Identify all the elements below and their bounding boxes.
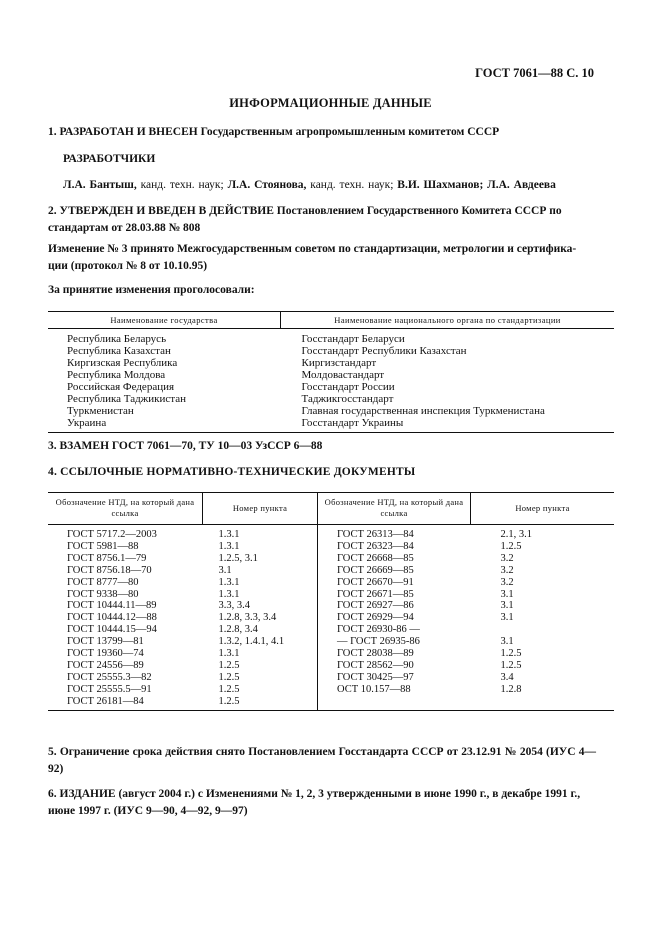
ntd-designation-cell: ГОСТ 26670—91	[337, 576, 414, 588]
section-2	[48, 203, 593, 237]
ntd-designation-cell: ГОСТ 8756.1—79	[67, 552, 147, 564]
ntd-designation-cell: ГОСТ 5717.2—2003	[67, 529, 157, 540]
ntd-designation-cell: ГОСТ 30425—97	[337, 671, 414, 683]
section-5-number: 5.	[48, 746, 57, 758]
developer-name: Л.А. Стоянова,	[227, 179, 307, 191]
clause-number-cell: 1.2.8, 3.3, 3.4	[203, 612, 318, 624]
state-cell: Республика Таджикистан	[67, 393, 186, 405]
table-row	[48, 393, 614, 405]
table-row	[48, 329, 614, 346]
section-3	[48, 438, 322, 455]
table-row	[48, 648, 614, 660]
table-row	[48, 525, 614, 541]
clause-number-cell: 3.1	[500, 588, 514, 600]
ntd-designation-cell: ГОСТ 28038—89	[337, 648, 414, 660]
table-row	[48, 541, 614, 553]
column-header: Наименование государства	[48, 312, 281, 329]
section-6	[48, 786, 596, 820]
body-cell: Главная государственная инспекция Туркменистана	[301, 405, 545, 417]
clause-number-cell: 1.2.5	[203, 696, 318, 710]
body-cell: Таджикгосстандарт	[301, 393, 394, 405]
ntd-designation-cell: ОСТ 10.157—88	[337, 683, 411, 695]
ntd-designation-cell: ГОСТ 5981—88	[67, 540, 139, 552]
section-3-text: ВЗАМЕН ГОСТ 7061—70, ТУ 10—03 УзССР 6—88	[59, 440, 323, 452]
clause-number-cell: 3.3, 3.4	[203, 600, 318, 612]
ntd-designation-cell: ГОСТ 28562—90	[337, 659, 414, 671]
table-row	[48, 672, 614, 684]
table-row	[48, 600, 614, 612]
table-row	[48, 357, 614, 369]
column-header: Номер пункта	[203, 493, 318, 525]
ntd-designation-cell: ГОСТ 26181—84	[48, 696, 203, 710]
table-row	[48, 684, 614, 696]
state-cell: Республика Молдова	[67, 369, 166, 381]
body-cell: Госстандарт России	[301, 381, 395, 393]
table-row	[48, 345, 614, 357]
developer-title: канд. техн. наук;	[140, 179, 224, 191]
section-1	[48, 124, 499, 141]
column-header: Обозначение НТД, на который дана ссылка	[318, 493, 471, 525]
state-cell: Республика Казахстан	[67, 345, 171, 357]
ntd-designation-cell: ГОСТ 8777—80	[67, 576, 139, 588]
clause-number-cell: 3.1	[500, 636, 514, 648]
ntd-designation-cell	[318, 696, 471, 710]
clause-number-cell: 3.1	[500, 600, 514, 612]
body-cell: Госстандарт Украины	[281, 417, 615, 433]
table-row	[48, 636, 614, 648]
state-cell: Российская Федерация	[67, 381, 175, 393]
table-row	[48, 589, 614, 601]
section-2-number: 2.	[48, 205, 57, 217]
ntd-designation-cell: ГОСТ 26929—94	[337, 612, 414, 624]
section-4-number: 4.	[48, 466, 58, 478]
clause-number-cell: 1.3.1	[203, 577, 318, 589]
ntd-designation-cell: ГОСТ 26669—85	[337, 564, 414, 576]
section-6-number: 6.	[48, 788, 57, 800]
ntd-designation-cell: ГОСТ 25555.3—82	[67, 671, 152, 683]
ntd-designation-cell: ГОСТ 26930-86 —	[337, 624, 420, 636]
table-row	[48, 369, 614, 381]
amendment-3: Изменение № 3 принято Межгосударственным советом по стандартизации, метрологии и сертифика-ции (протокол № 8 от 10.10.95)	[48, 243, 577, 272]
body-cell: Госстандарт Республики Казахстан	[301, 345, 467, 357]
ntd-designation-cell: ГОСТ 13799—81	[67, 636, 144, 648]
clause-number-cell: 1.2.5	[203, 672, 318, 684]
column-header: Обозначение НТД, на который дана ссылка	[48, 493, 203, 525]
table-header-row	[48, 312, 614, 329]
ntd-designation-cell: ГОСТ 26668—85	[337, 552, 414, 564]
clause-number-cell: 1.2.5	[203, 660, 318, 672]
clause-number-cell: 1.2.5	[500, 659, 522, 671]
clause-number-cell: 3.1	[203, 565, 318, 577]
developer-name: Л.А. Авдеева	[487, 179, 556, 191]
state-cell: Республика Беларусь	[67, 333, 167, 345]
voted-heading: За принятие изменения проголосовали:	[48, 284, 255, 296]
column-header: Наименование национального органа по стандартизации	[281, 312, 615, 329]
clause-number-cell: 1.3.1	[203, 541, 318, 553]
section-3-number: 3.	[48, 440, 57, 452]
table-row	[48, 405, 614, 417]
ntd-designation-cell: ГОСТ 19360—74	[67, 648, 144, 660]
developer-name: В.И. Шахманов;	[397, 179, 484, 191]
table-row	[48, 565, 614, 577]
clause-number-cell: 1.3.2, 1.4.1, 4.1	[203, 636, 318, 648]
state-cell: Киргизская Республика	[67, 357, 178, 369]
developers-line	[63, 177, 556, 194]
ntd-designation-cell: ГОСТ 8756.18—70	[67, 564, 152, 576]
body-cell: Киргизстандарт	[301, 357, 377, 369]
page-title: ИНФОРМАЦИОННЫЕ ДАННЫЕ	[229, 96, 432, 110]
column-header: Номер пункта	[471, 493, 615, 525]
ntd-designation-cell: ГОСТ 26927—86	[337, 600, 414, 612]
ntd-designation-cell: ГОСТ 10444.11—89	[67, 600, 157, 612]
references-table	[48, 492, 614, 711]
table-row	[48, 417, 614, 433]
state-cell: Украина	[48, 417, 281, 433]
ntd-designation-cell: ГОСТ 25555.5—91	[67, 683, 152, 695]
clause-number-cell: 2.1, 3.1	[500, 529, 532, 540]
table-row	[48, 553, 614, 565]
developer-name: Л.А. Бантыш,	[63, 179, 137, 191]
page-header: ГОСТ 7061—88 С. 10	[475, 66, 594, 80]
section-4	[48, 464, 415, 481]
clause-number-cell: 1.3.1	[203, 589, 318, 601]
clause-number-cell: 1.2.8, 3.4	[203, 624, 318, 636]
clause-number-cell: 3.2	[500, 576, 514, 588]
table-row	[48, 381, 614, 393]
developers-heading: РАЗРАБОТЧИКИ	[63, 153, 156, 165]
table-header-row	[48, 493, 614, 525]
clause-number-cell: 1.2.8	[500, 683, 522, 695]
ntd-designation-cell: ГОСТ 10444.15—94	[67, 624, 157, 636]
ntd-designation-cell: ГОСТ 9338—80	[67, 588, 139, 600]
table-row	[48, 624, 614, 636]
section-1-number: 1.	[48, 126, 57, 138]
clause-number-cell: 3.4	[500, 671, 514, 683]
body-cell: Госстандарт Беларуси	[301, 333, 405, 345]
section-1-text: РАЗРАБОТАН И ВНЕСЕН Государственным агропромышленным комитетом СССР	[59, 126, 500, 138]
table-row	[48, 577, 614, 589]
ntd-designation-cell: ГОСТ 26323—84	[337, 540, 414, 552]
ntd-designation-cell: ГОСТ 10444.12—88	[67, 612, 157, 624]
ntd-designation-cell: ГОСТ 26313—84	[337, 529, 414, 540]
ntd-designation-cell: ГОСТ 26671—85	[337, 588, 414, 600]
clause-number-cell: 1.2.5	[500, 540, 522, 552]
section-4-text: ССЫЛОЧНЫЕ НОРМАТИВНО-ТЕХНИЧЕСКИЕ ДОКУМЕНТЫ	[60, 466, 416, 478]
section-5-text: Ограничение срока действия снято Постановлением Госстандарта СССР от 23.12.91 № 2054 (ИУС 4—92)	[48, 746, 597, 775]
table-row	[48, 696, 614, 710]
voting-table	[48, 311, 614, 433]
developer-title: канд. техн. наук;	[310, 179, 394, 191]
ntd-designation-cell: — ГОСТ 26935-86	[337, 636, 420, 648]
clause-number-cell	[471, 624, 615, 636]
section-5	[48, 744, 596, 778]
ntd-designation-cell: ГОСТ 24556—89	[67, 659, 144, 671]
clause-number-cell: 1.2.5	[203, 684, 318, 696]
clause-number-cell: 3.1	[500, 612, 514, 624]
state-cell: Туркменистан	[67, 405, 134, 417]
clause-number-cell: 1.3.1	[203, 648, 318, 660]
clause-number-cell: 3.2	[500, 564, 514, 576]
table-row	[48, 612, 614, 624]
clause-number-cell: 1.3.1	[203, 525, 318, 541]
clause-number-cell: 3.2	[500, 552, 514, 564]
table-row	[48, 660, 614, 672]
section-6-text: ИЗДАНИЕ (август 2004 г.) с Изменениями № 1, 2, 3 утвержденными в июне 1990 г., в декабре 1991 г., июне 1997 г. (ИУС 9—90, 4—92, 9—97)	[48, 788, 581, 817]
clause-number-cell	[471, 696, 615, 710]
references-body	[48, 525, 614, 711]
section-2-text: УТВЕРЖДЕН И ВВЕДЕН В ДЕЙСТВИЕ Постановлением Государственного Комитета СССР по стандартам от 28.03.88 № 808	[48, 205, 562, 234]
clause-number-cell: 1.2.5	[500, 648, 522, 660]
clause-number-cell: 1.2.5, 3.1	[203, 553, 318, 565]
body-cell: Молдовастандарт	[301, 369, 385, 381]
